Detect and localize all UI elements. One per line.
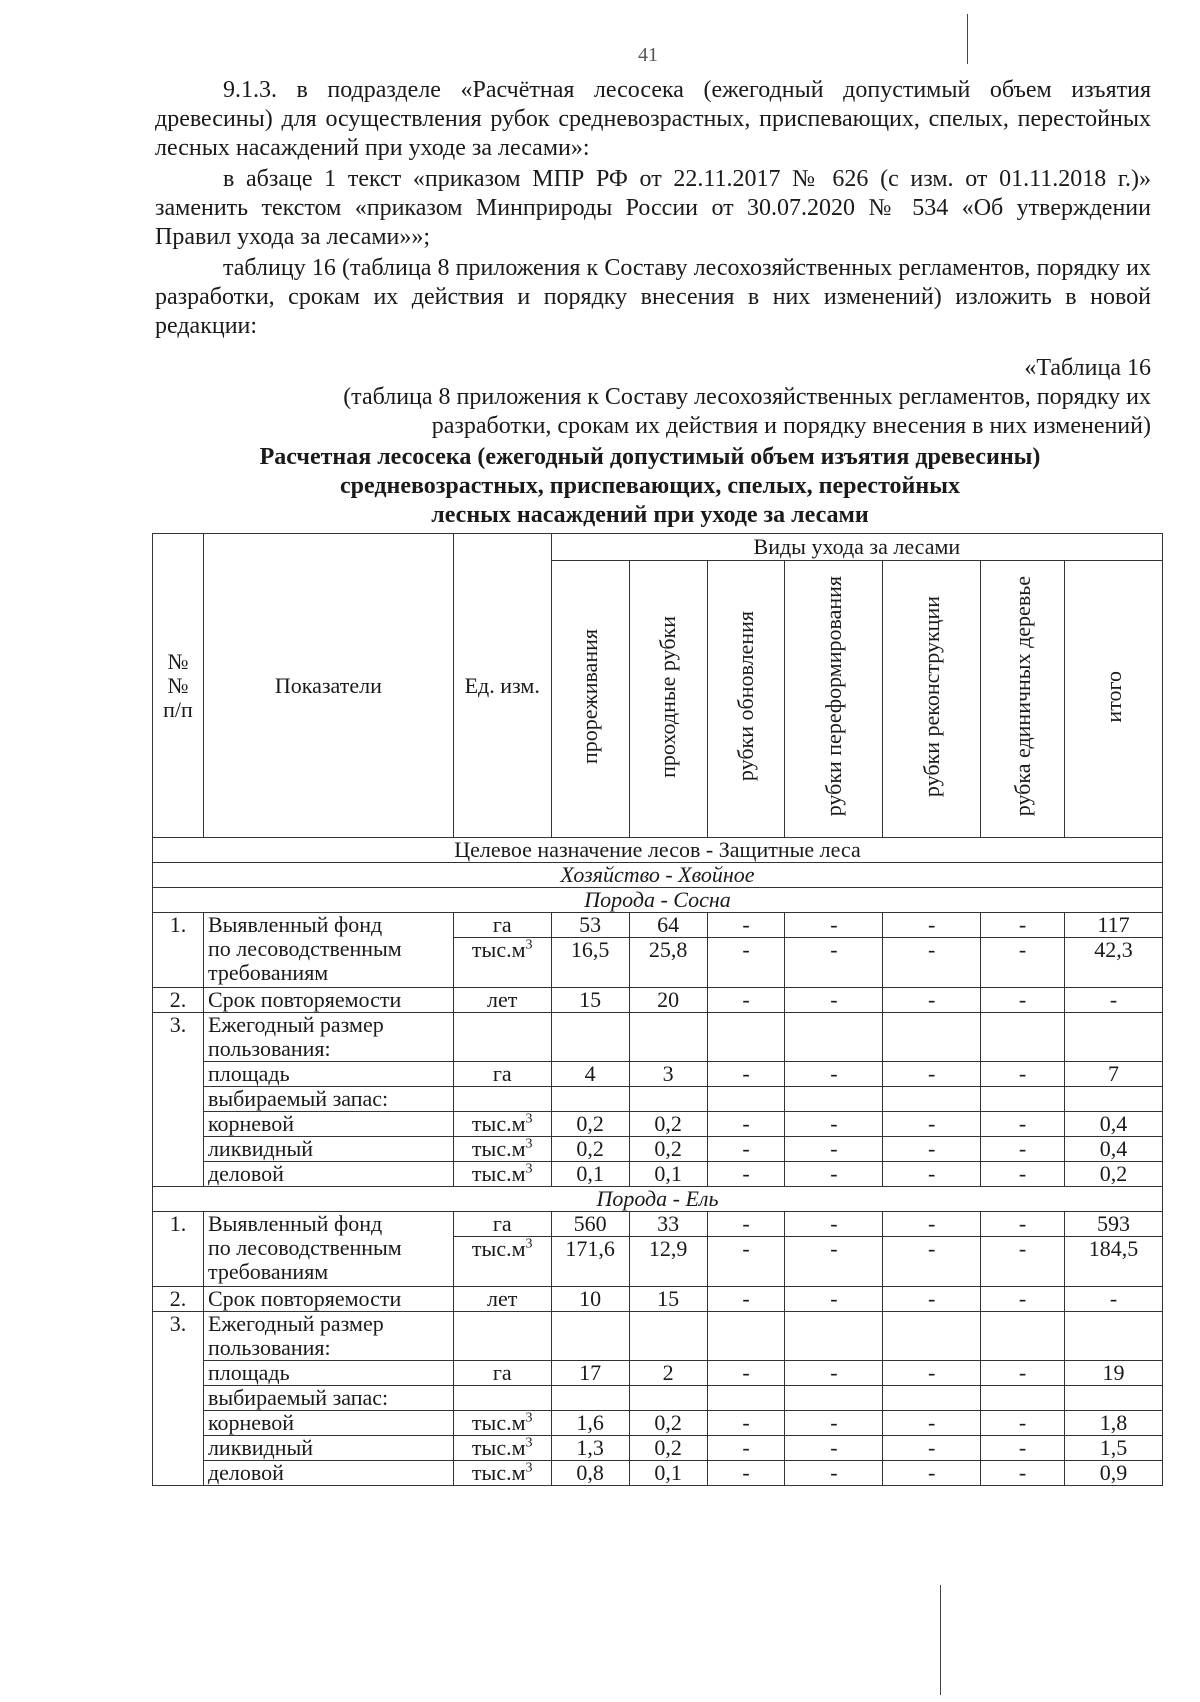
block-1-period-value-1: 15: [551, 988, 629, 1013]
block-2-stock-3-value-5: -: [883, 1461, 981, 1486]
block-2-area-label: площадь: [203, 1361, 453, 1386]
block-1-stock-empty-cell: [453, 1087, 551, 1112]
block-1-annual-empty-cell: [551, 1013, 629, 1062]
block-1-period-value-5: -: [883, 988, 981, 1013]
block-1-fund-label-line: по лесоводственным: [207, 936, 402, 961]
block-2-annual-empty-cell: [883, 1312, 981, 1361]
block-2-stock-2-value-7: 1,5: [1065, 1436, 1163, 1461]
block-1-period-label: Срок повторяемости: [203, 988, 453, 1013]
block-2-stock-3-unit-base: тыс.м: [471, 1460, 526, 1485]
block-1-fund-m3-value-6: -: [981, 938, 1065, 988]
block-1-fund-label-line: Выявленный фонд: [207, 912, 383, 937]
block-1-stock-2-value-4: -: [785, 1137, 883, 1162]
block-2-fund-m3-value-5: -: [883, 1237, 981, 1287]
block-2-period-value-5: -: [883, 1287, 981, 1312]
block-2-stock-2-value-1: 1,3: [551, 1436, 629, 1461]
block-2-stock-empty-cell: [883, 1386, 981, 1411]
block-2-stock-1-unit-base: тыс.м: [471, 1410, 526, 1435]
header-col-reformation-text: рубки переформирования: [820, 576, 846, 817]
block-1-period-value-3: -: [707, 988, 785, 1013]
block-2-stock-3-value-6: -: [981, 1461, 1065, 1486]
block-1-stock-2-value-3: -: [707, 1137, 785, 1162]
block-2-stock-3-value-7: 0,9: [1065, 1461, 1163, 1486]
block-1-species-row: Порода - Сосна: [153, 888, 1163, 913]
header-indicators: Показатели: [203, 534, 453, 838]
block-2-stock-1-value-4: -: [785, 1411, 883, 1436]
block-2-stock-empty-cell: [453, 1386, 551, 1411]
block-1-stock-3-value-1: 0,1: [551, 1162, 629, 1187]
block-1-fund-label: [203, 913, 453, 988]
block-2-fund-label-line: по лесоводственным: [207, 1235, 402, 1260]
block-1-area-unit: га: [453, 1062, 551, 1087]
block-2-stock-1-label: корневой: [203, 1411, 453, 1436]
header-col-single-trees-text: рубка единичных деревье: [1009, 576, 1035, 817]
table-label: «Таблица 16: [1024, 355, 1151, 381]
block-1-area-value-2: 3: [629, 1062, 707, 1087]
header-col-pass-cutting: [629, 561, 707, 838]
block-2-area-value-1: 17: [551, 1361, 629, 1386]
header-col-single-trees: [981, 561, 1065, 838]
block-2-stock-1-value-1: 1,6: [551, 1411, 629, 1436]
block-1-stock-1-value-7: 0,4: [1065, 1112, 1163, 1137]
block-2-stock-3-unit-sup: 3: [525, 1460, 533, 1476]
block-2-fund-m3-value-7: 184,5: [1065, 1237, 1163, 1287]
block-1-area-value-1: 4: [551, 1062, 629, 1087]
block-2-period-value-3: -: [707, 1287, 785, 1312]
block-1-stock-2-value-1: 0,2: [551, 1137, 629, 1162]
block-1-stock-2-unit: [453, 1137, 551, 1162]
block-2-fund-ha-value-6: -: [981, 1212, 1065, 1237]
block-1-area-value-4: -: [785, 1062, 883, 1087]
block-2-annual-label-line: Ежегодный размер: [207, 1311, 384, 1336]
block-2-fund-label-line: Выявленный фонд: [207, 1211, 383, 1236]
block-1-stock-1-value-2: 0,2: [629, 1112, 707, 1137]
block-1-period-value-7: -: [1065, 988, 1163, 1013]
block-2-period-value-7: -: [1065, 1287, 1163, 1312]
block-1-annual-empty-cell: [981, 1013, 1065, 1062]
header-col-reconstruction: [883, 561, 981, 838]
block-2-area-value-6: -: [981, 1361, 1065, 1386]
block-2-annual-empty-cell: [629, 1312, 707, 1361]
header-col-renewal: [707, 561, 785, 838]
block-2-fund-ha-value-3: -: [707, 1212, 785, 1237]
block-2-stock-2-value-3: -: [707, 1436, 785, 1461]
block-2-stock-1-value-6: -: [981, 1411, 1065, 1436]
block-1-period-value-4: -: [785, 988, 883, 1013]
block-2-stock-empty-cell: [981, 1386, 1065, 1411]
block-1-period-num: 2.: [153, 988, 204, 1013]
block-1-stock-1-unit-base: тыс.м: [471, 1111, 526, 1136]
block-2-fund-ha-value-7: 593: [1065, 1212, 1163, 1237]
block-1-fund-m3-value-7: 42,3: [1065, 938, 1163, 988]
block-2-annual-num: 3.: [153, 1312, 204, 1486]
table-body: [153, 838, 1163, 1486]
block-1-stock-1-value-5: -: [883, 1112, 981, 1137]
block-1-annual-empty-cell: [629, 1013, 707, 1062]
block-2-area-value-3: -: [707, 1361, 785, 1386]
block-2-stock-3-label: деловой: [203, 1461, 453, 1486]
block-2-annual-empty-cell: [453, 1312, 551, 1361]
block-1-annual-empty-cell: [453, 1013, 551, 1062]
block-1-stock-empty-cell: [883, 1087, 981, 1112]
block-2-area-value-7: 19: [1065, 1361, 1163, 1386]
block-2-fund-m3-unit: [453, 1237, 551, 1287]
block-1-stock-2-unit-base: тыс.м: [471, 1136, 526, 1161]
block-2-stock-empty-cell: [629, 1386, 707, 1411]
block-2-fund-m3-value-2: 12,9: [629, 1237, 707, 1287]
section-row: Целевое назначение лесов - Защитные леса: [153, 838, 1163, 863]
header-unit: Ед. изм.: [453, 534, 551, 838]
block-1-stock-3-value-2: 0,1: [629, 1162, 707, 1187]
block-2-stock-1-value-7: 1,8: [1065, 1411, 1163, 1436]
block-1-annual-num: 3.: [153, 1013, 204, 1187]
block-1-stock-3-value-4: -: [785, 1162, 883, 1187]
block-1-area-value-7: 7: [1065, 1062, 1163, 1087]
block-2-fund-label: [203, 1212, 453, 1287]
block-2-stock-empty-cell: [707, 1386, 785, 1411]
block-1-stock-empty-cell: [707, 1087, 785, 1112]
block-1-stock-1-value-1: 0,2: [551, 1112, 629, 1137]
table-title-line-2: средневозрастных, приспевающих, спелых, перестойных: [340, 473, 960, 499]
header-col-thinning: [551, 561, 629, 838]
block-2-stock-2-label: ликвидный: [203, 1436, 453, 1461]
block-2-fund-ha-value-2: 33: [629, 1212, 707, 1237]
block-1-stock-3-unit: [453, 1162, 551, 1187]
block-1-stock-3-value-3: -: [707, 1162, 785, 1187]
block-1-fund-ha-value-1: 53: [551, 913, 629, 938]
block-1-stock-3-unit-sup: 3: [525, 1161, 533, 1177]
block-1-fund-ha-unit: га: [453, 913, 551, 938]
block-1-stock-empty-cell: [785, 1087, 883, 1112]
block-1-annual-empty-cell: [1065, 1013, 1163, 1062]
block-2-fund-m3-unit-base: тыс.м: [471, 1236, 526, 1261]
block-1-annual-label-line: пользования:: [207, 1036, 331, 1061]
block-2-stock-2-unit-sup: 3: [525, 1435, 533, 1451]
block-2-period-value-2: 15: [629, 1287, 707, 1312]
block-2-area-value-5: -: [883, 1361, 981, 1386]
block-1-fund-m3-value-2: 25,8: [629, 938, 707, 988]
block-1-annual-empty-cell: [707, 1013, 785, 1062]
block-1-stock-3-label: деловой: [203, 1162, 453, 1187]
block-2-annual-label: [203, 1312, 453, 1361]
block-2-species-row: Порода - Ель: [153, 1187, 1163, 1212]
block-2-period-value-1: 10: [551, 1287, 629, 1312]
allowable-cut-table: [152, 533, 1163, 1486]
block-1-stock-empty-cell: [1065, 1087, 1163, 1112]
paragraph-1-text: 9.1.3. в подразделе «Расчётная лесосека (ежегодный допустимый объем изъятия древесины) для осуществления рубок средневозрастных, приспевающих, спелых, перестойных лесных насаждений при уходе за лесами»:: [155, 77, 1151, 161]
block-1-stock-2-value-2: 0,2: [629, 1137, 707, 1162]
block-2-annual-empty-cell: [981, 1312, 1065, 1361]
block-1-period-value-2: 20: [629, 988, 707, 1013]
block-1-stock-2-value-7: 0,4: [1065, 1137, 1163, 1162]
block-1-area-value-6: -: [981, 1062, 1065, 1087]
block-1-stock-empty-cell: [981, 1087, 1065, 1112]
block-2-stock-1-value-5: -: [883, 1411, 981, 1436]
block-1-stock-1-value-4: -: [785, 1112, 883, 1137]
block-1-stock-label: выбираемый запас:: [203, 1087, 453, 1112]
block-2-stock-2-unit-base: тыс.м: [471, 1435, 526, 1460]
block-1-annual-empty-cell: [883, 1013, 981, 1062]
header-col-renewal-text: рубки обновления: [733, 611, 758, 782]
block-1-fund-ha-value-7: 117: [1065, 913, 1163, 938]
block-1-fund-m3-unit-sup: 3: [525, 937, 533, 953]
block-2-stock-3-value-1: 0,8: [551, 1461, 629, 1486]
block-2-area-unit: га: [453, 1361, 551, 1386]
block-2-fund-m3-value-1: 171,6: [551, 1237, 629, 1287]
paragraph-3-text: таблицу 16 (таблица 8 приложения к Составу лесохозяйственных регламентов, порядку их разработки, срокам их действия и порядку внесения в них изменений) изложить в новой редакции:: [155, 255, 1151, 339]
table-caption-line-2: разработки, срокам их действия и порядку внесения в них изменений): [431, 413, 1151, 439]
block-2-period-num: 2.: [153, 1287, 204, 1312]
block-2-period-unit: лет: [453, 1287, 551, 1312]
block-2-stock-2-value-6: -: [981, 1436, 1065, 1461]
block-2-fund-num: 1.: [153, 1212, 204, 1287]
block-1-stock-3-value-7: 0,2: [1065, 1162, 1163, 1187]
header-care-types: Виды ухода за лесами: [551, 534, 1162, 561]
page-number: 41: [638, 44, 658, 66]
header-col-reformation: [785, 561, 883, 838]
block-1-fund-m3-value-3: -: [707, 938, 785, 988]
block-2-fund-m3-value-4: -: [785, 1237, 883, 1287]
scan-line-bottom: [940, 1585, 941, 1695]
block-1-stock-2-value-6: -: [981, 1137, 1065, 1162]
block-2-fund-m3-value-6: -: [981, 1237, 1065, 1287]
block-2-period-value-6: -: [981, 1287, 1065, 1312]
block-2-area-value-4: -: [785, 1361, 883, 1386]
block-1-period-unit: лет: [453, 988, 551, 1013]
block-2-stock-3-value-3: -: [707, 1461, 785, 1486]
block-1-stock-2-value-5: -: [883, 1137, 981, 1162]
block-1-fund-num: 1.: [153, 913, 204, 988]
block-2-stock-2-value-4: -: [785, 1436, 883, 1461]
block-2-stock-empty-cell: [551, 1386, 629, 1411]
block-1-stock-3-unit-base: тыс.м: [471, 1161, 526, 1186]
block-2-fund-m3-value-3: -: [707, 1237, 785, 1287]
block-2-fund-m3-unit-sup: 3: [525, 1236, 533, 1252]
block-1-stock-1-unit: [453, 1112, 551, 1137]
paragraph-3: [155, 254, 1151, 341]
block-1-area-value-5: -: [883, 1062, 981, 1087]
block-2-annual-label-line: пользования:: [207, 1335, 331, 1360]
block-2-period-value-4: -: [785, 1287, 883, 1312]
block-1-stock-1-label: корневой: [203, 1112, 453, 1137]
header-num: №№ п/п: [153, 534, 204, 838]
block-1-stock-3-value-6: -: [981, 1162, 1065, 1187]
block-2-annual-empty-cell: [551, 1312, 629, 1361]
block-1-fund-m3-unit-base: тыс.м: [471, 937, 526, 962]
paragraph-2: [155, 165, 1151, 252]
paragraph-1: [155, 76, 1151, 163]
block-1-fund-m3-value-5: -: [883, 938, 981, 988]
block-1-annual-empty-cell: [785, 1013, 883, 1062]
block-2-stock-empty-cell: [1065, 1386, 1163, 1411]
block-1-stock-1-value-6: -: [981, 1112, 1065, 1137]
block-2-stock-1-unit: [453, 1411, 551, 1436]
scan-line-top: [967, 14, 968, 64]
block-1-stock-2-label: ликвидный: [203, 1137, 453, 1162]
header-col-thinning-text: прореживания: [577, 628, 603, 765]
farm-row: Хозяйство - Хвойное: [153, 863, 1163, 888]
block-1-stock-empty-cell: [551, 1087, 629, 1112]
block-2-stock-2-unit: [453, 1436, 551, 1461]
header-col-total: [1065, 561, 1163, 838]
block-1-stock-3-value-5: -: [883, 1162, 981, 1187]
block-2-stock-1-value-3: -: [707, 1411, 785, 1436]
block-2-stock-label: выбираемый запас:: [203, 1386, 453, 1411]
table-caption-line-1: (таблица 8 приложения к Составу лесохозяйственных регламентов, порядку их: [343, 384, 1151, 410]
block-1-area-label: площадь: [203, 1062, 453, 1087]
block-1-annual-label: [203, 1013, 453, 1062]
block-2-area-value-2: 2: [629, 1361, 707, 1386]
block-1-stock-1-unit-sup: 3: [525, 1111, 533, 1127]
block-1-stock-2-unit-sup: 3: [525, 1136, 533, 1152]
block-2-annual-empty-cell: [707, 1312, 785, 1361]
block-1-stock-1-value-3: -: [707, 1112, 785, 1137]
block-1-fund-ha-value-5: -: [883, 913, 981, 938]
block-2-fund-ha-value-5: -: [883, 1212, 981, 1237]
block-2-stock-3-value-4: -: [785, 1461, 883, 1486]
header-col-pass-cutting-text: проходные рубки: [655, 615, 681, 778]
table-title-line-1: Расчетная лесосека (ежегодный допустимый объем изъятия древесины): [259, 444, 1041, 470]
header-col-reconstruction-text: рубки реконструкции: [918, 595, 944, 798]
block-1-fund-ha-value-3: -: [707, 913, 785, 938]
table-title-line-3: лесных насаждений при уходе за лесами: [431, 502, 869, 528]
block-1-fund-label-line: требованиям: [207, 960, 329, 985]
header-col-total-text: итого: [1100, 670, 1126, 723]
block-1-stock-empty-cell: [629, 1087, 707, 1112]
block-2-stock-3-value-2: 0,1: [629, 1461, 707, 1486]
block-1-fund-m3-unit: [453, 938, 551, 988]
block-2-stock-2-value-2: 0,2: [629, 1436, 707, 1461]
block-2-stock-1-value-2: 0,2: [629, 1411, 707, 1436]
block-1-annual-label-line: Ежегодный размер: [207, 1012, 384, 1037]
block-1-fund-ha-value-6: -: [981, 913, 1065, 938]
block-1-area-value-3: -: [707, 1062, 785, 1087]
block-2-annual-empty-cell: [1065, 1312, 1163, 1361]
block-1-fund-m3-value-1: 16,5: [551, 938, 629, 988]
block-2-fund-ha-value-4: -: [785, 1212, 883, 1237]
paragraph-2-text: в абзаце 1 текст «приказом МПР РФ от 22.11.2017 № 626 (с изм. от 01.11.2018 г.)» заменить текстом «приказом Минприроды России от 30.07.2020 № 534 «Об утверждении Правил ухода за лесами»»;: [155, 166, 1151, 250]
block-2-period-label: Срок повторяемости: [203, 1287, 453, 1312]
block-2-annual-empty-cell: [785, 1312, 883, 1361]
block-2-fund-ha-value-1: 560: [551, 1212, 629, 1237]
block-1-fund-ha-value-4: -: [785, 913, 883, 938]
block-1-period-value-6: -: [981, 988, 1065, 1013]
block-2-fund-label-line: требованиям: [207, 1259, 329, 1284]
block-1-fund-ha-value-2: 64: [629, 913, 707, 938]
block-2-fund-ha-unit: га: [453, 1212, 551, 1237]
block-2-stock-1-unit-sup: 3: [525, 1410, 533, 1426]
block-2-stock-2-value-5: -: [883, 1436, 981, 1461]
block-2-stock-3-unit: [453, 1461, 551, 1486]
block-1-fund-m3-value-4: -: [785, 938, 883, 988]
block-2-stock-empty-cell: [785, 1386, 883, 1411]
